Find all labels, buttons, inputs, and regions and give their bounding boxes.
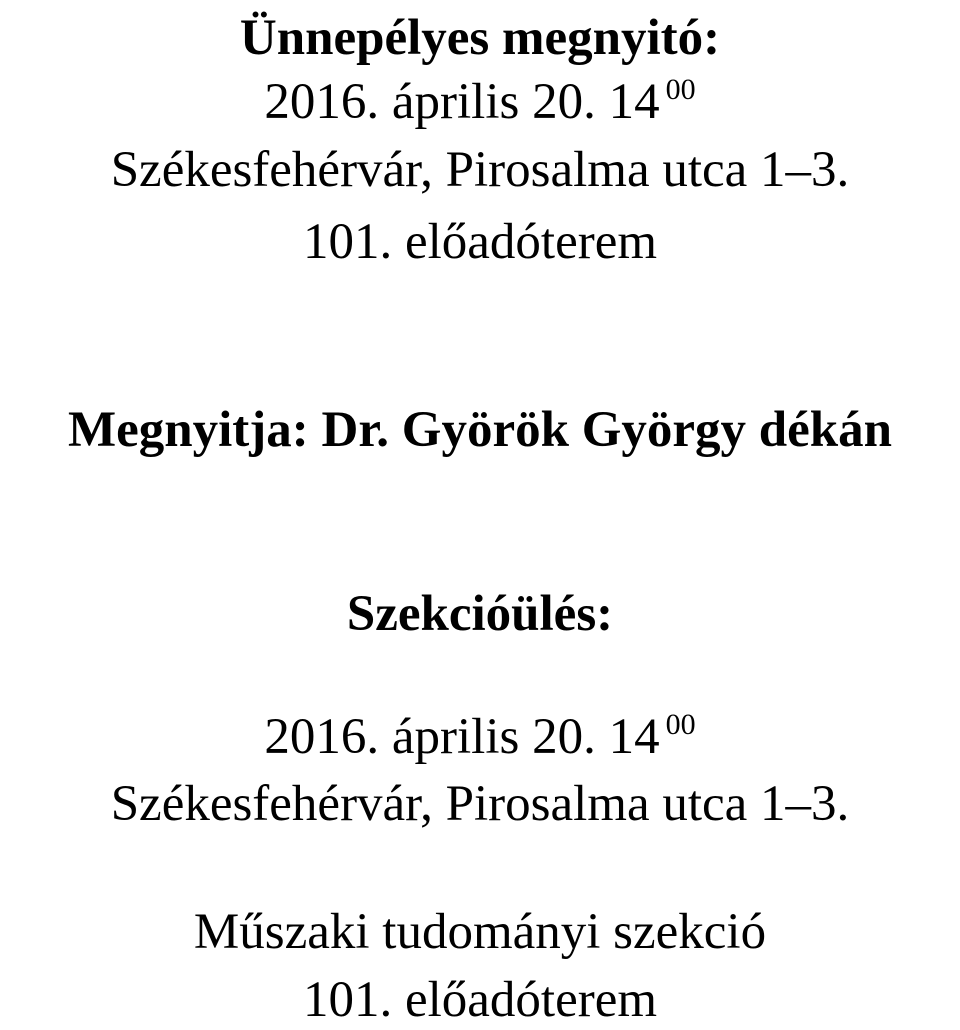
opening-room: 101. előadóterem	[302, 214, 658, 270]
opening-title: Ünnepélyes megnyitó:	[239, 10, 721, 66]
opener-line: Megnyitja: Dr. Györök György dékán	[68, 402, 892, 458]
opening-time-superscript: 00	[665, 73, 696, 106]
session-date	[0, 707, 960, 767]
opening-date	[0, 72, 960, 132]
session-title: Szekcióülés:	[346, 586, 614, 642]
session-room: 101. előadóterem	[302, 972, 658, 1028]
session-date-text: 2016. április 20. 14	[264, 709, 660, 765]
session-address: Székesfehérvár, Pirosalma utca 1–3.	[110, 776, 850, 832]
opening-address: Székesfehérvár, Pirosalma utca 1–3.	[110, 142, 850, 198]
opening-date-text: 2016. április 20. 14	[264, 74, 660, 130]
session-time-superscript: 00	[665, 708, 696, 741]
section-name: Műszaki tudományi szekció	[193, 904, 767, 960]
